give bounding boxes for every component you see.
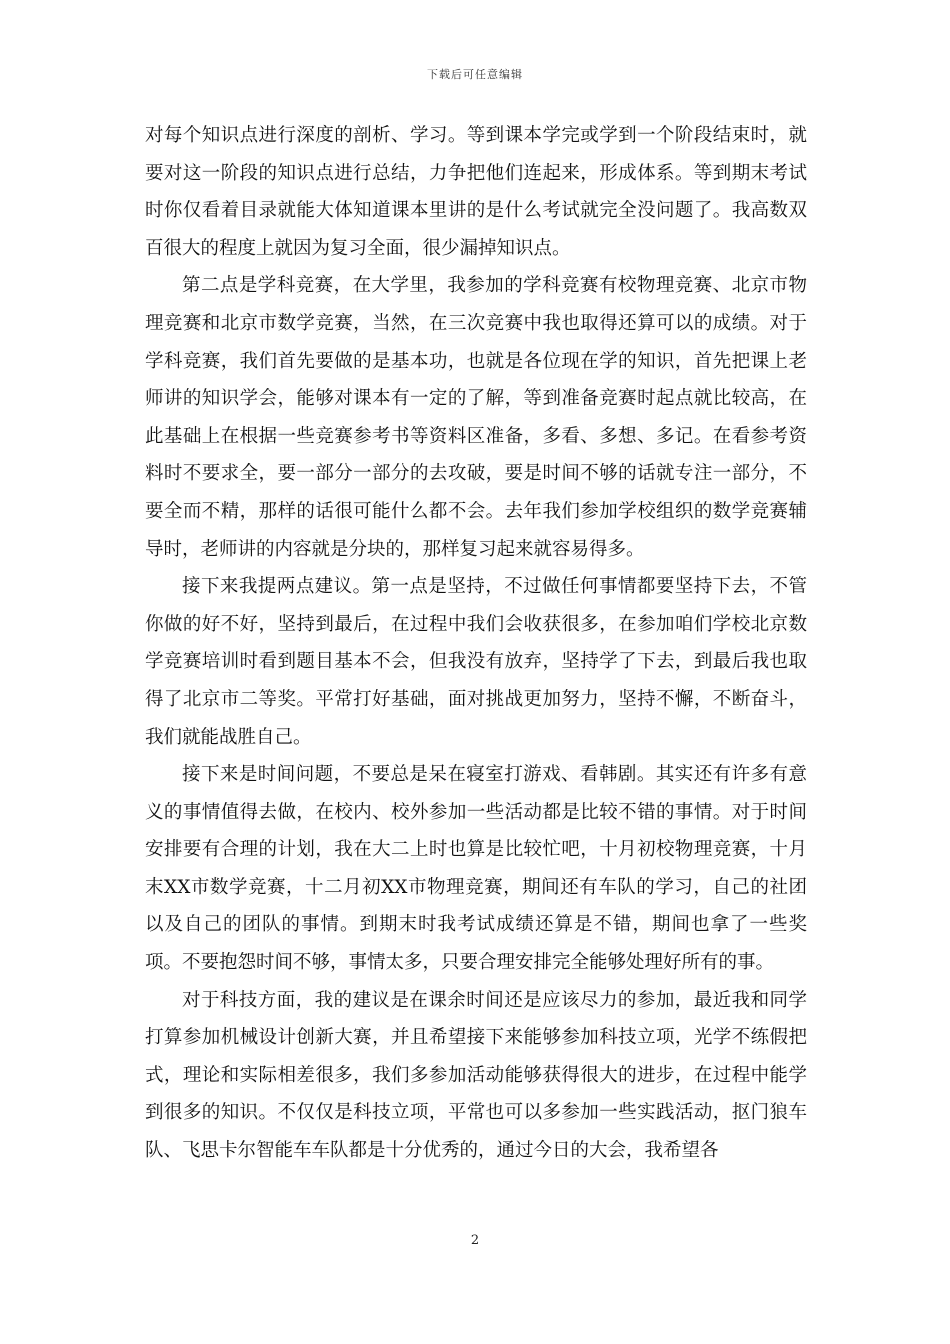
paragraph-3: 接下来我提两点建议。第一点是坚持，不过做任何事情都要坚持下去，不管你做的好不好，坚持到最后，在过程中我们会收获很多，在参加咱们学校北京数学竞赛培训时看到题目基本不会，但我没有放弃，坚持学了下去，到最后我也取得了北京市二等奖。平常打好基础，面对挑战更加努力，坚持不懈，不断奋斗，我们就能战胜自己。 bbox=[145, 576, 807, 748]
paragraph-1: 对每个知识点进行深度的剖析、学习。等到课本学完或学到一个阶段结束时，就要对这一阶段的知识点进行总结，力争把他们连起来，形成体系。等到期末考试时你仅看着目录就能大体知道课本里讲的是什么考试就完全没问题了。我高数双百很大的程度上就因为复习全面，很少漏掉知识点。 bbox=[145, 125, 807, 259]
paragraph-2: 第二点是学科竞赛，在大学里，我参加的学科竞赛有校物理竞赛、北京市物理竞赛和北京市数学竞赛，当然，在三次竞赛中我也取得还算可以的成绩。对于学科竞赛，我们首先要做的是基本功，也就是各位现在学的知识，首先把课上老师讲的知识学会，能够对课本有一定的了解，等到准备竞赛时起点就比较高，在此基础上在根据一些竞赛参考书等资料区准备，多看、多想、多记。在看参考资料时不要求全，要一部分一部分的去攻破，要是时间不够的话就专注一部分，不要全而不精，那样的话很可能什么都不会。去年我们参加学校组织的数学竞赛辅导时，老师讲的内容就是分块的，那样复习起来就容易得多。 bbox=[145, 275, 807, 560]
document-body bbox=[145, 117, 807, 1170]
paragraph-5: 对于科技方面，我的建议是在课余时间还是应该尽力的参加，最近我和同学打算参加机械设计创新大赛，并且希望接下来能够参加科技立项，光学不练假把式，理论和实际相差很多，我们多参加活动能够获得很大的进步，在过程中能学到很多的知识。不仅仅是科技立项，平常也可以多参加一些实践活动，抠门狼车队、飞思卡尔智能车车队都是十分优秀的，通过今日的大会，我希望各 bbox=[145, 989, 807, 1162]
paragraph-4: 接下来是时间问题，不要总是呆在寝室打游戏、看韩剧。其实还有许多有意义的事情值得去做，在校内、校外参加一些活动都是比较不错的事情。对于时间安排要有合理的计划，我在大二上时也算是比较忙吧，十月初校物理竞赛，十月末XX市数学竞赛，十二月初XX市物理竞赛，期间还有车队的学习，自己的社团以及自己的团队的事情。到期末时我考试成绩还算是不错，期间也拿了一些奖项。不要抱怨时间不够，事情太多，只要合理安排完全能够处理好所有的事。 bbox=[145, 764, 807, 974]
page-header: 下载后可任意编辑 bbox=[427, 68, 523, 81]
page-number: 2 bbox=[470, 1233, 480, 1248]
